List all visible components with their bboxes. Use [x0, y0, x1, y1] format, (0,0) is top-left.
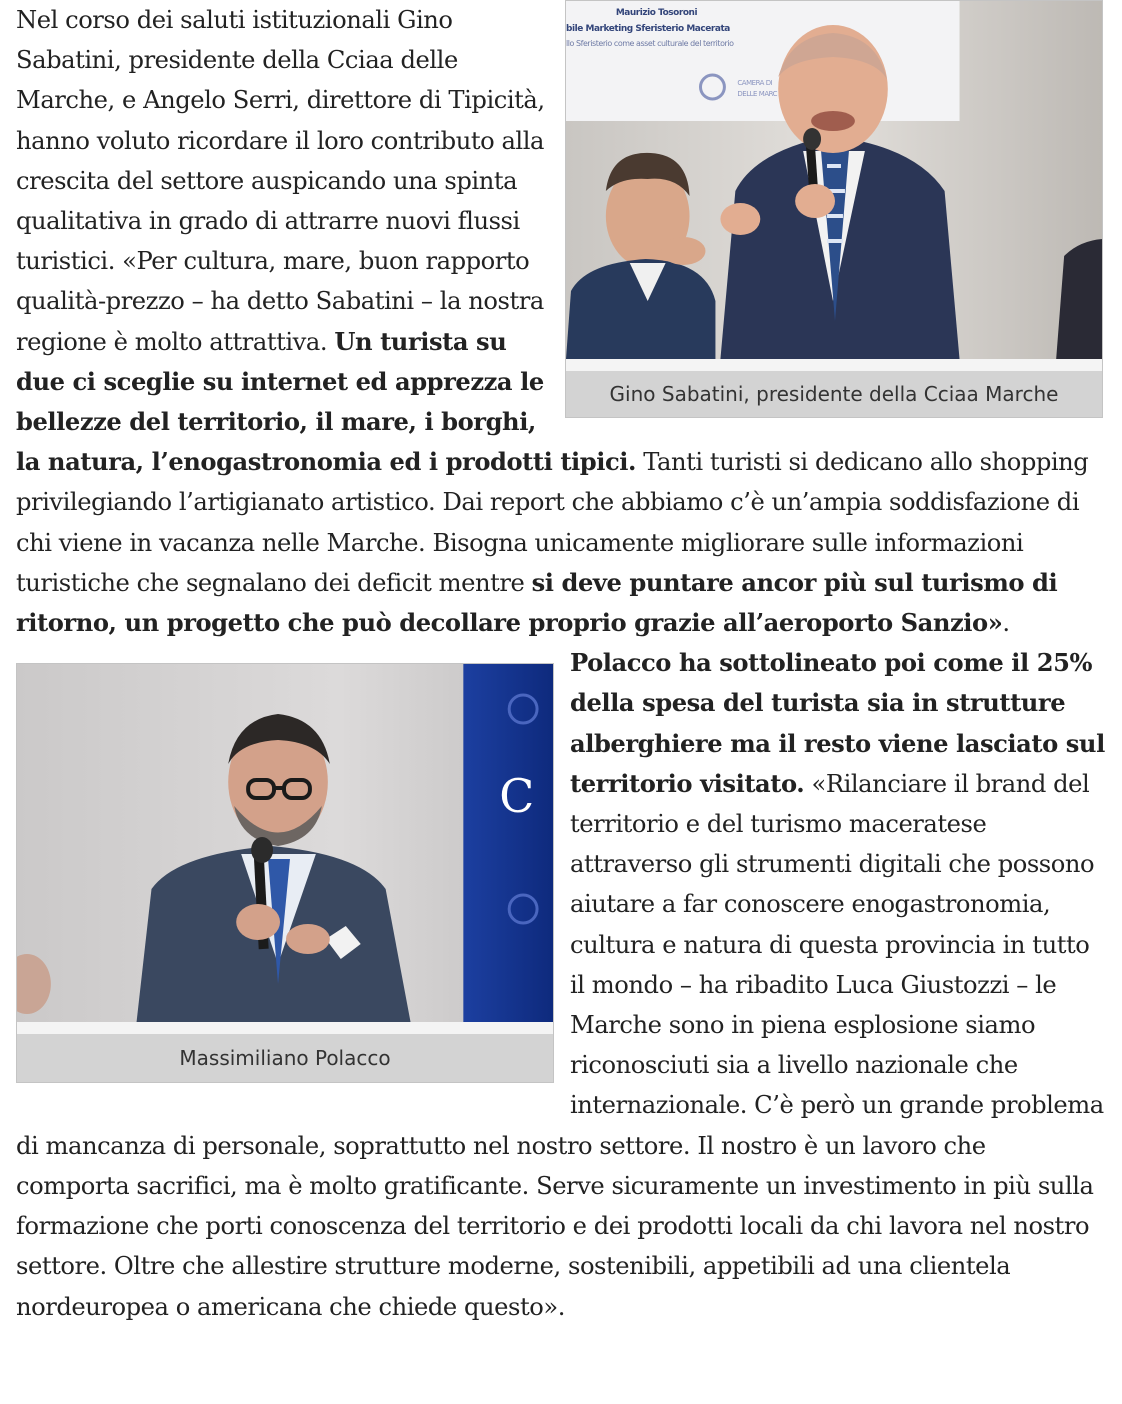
screen-line-1: Maurizio Tosoroni — [615, 7, 698, 19]
screen-logo-1: CAMERA DI — [737, 78, 773, 88]
screen-line-3: llo Sferisterio come asset culturale del territorio — [566, 38, 734, 49]
p1-bold-2: si deve puntare ancor più sul turismo di ritorno, un progetto che può decollare proprio grazie all’aeroporto Sanzio» — [16, 567, 1058, 638]
article-body — [16, 0, 1106, 1327]
photo-sabatini-illustration — [566, 1, 1102, 359]
figure-polacco — [16, 663, 554, 1083]
figure-sabatini — [565, 0, 1103, 418]
p2-rest: «Rilanciare il brand del territorio e del turismo maceratese attraverso gli strumenti digitali che possono aiutare a far conoscere enogastronomia, cultura e natura di questa provincia in tutto il mondo – ha ribadito Luca Giustozzi – le Marche sono in piena esplosione siamo riconosciuti sia a livello nazionale che internazionale. C’è però un grande problema di mancanza di personale, soprattutto nel nostro settore. Il nostro è un lavoro che comporta sacrifici, ma è molto gratificante. Serve sicuramente un investimento in più sulla formazione che porti conoscenza del territorio e dei prodotti locali da chi lavora nel nostro settore. Oltre che allestire strutture moderne, sostenibili, appetibili ad una clientela nordeuropea o americana che chiede questo». — [16, 769, 1104, 1321]
caption-sabatini: Gino Sabatini, presidente della Cciaa Marche — [609, 382, 1059, 406]
p1-bold-1: Un turista su due ci sceglie su internet ed apprezza le bellezze del territorio, il mare, i borghi, la natura, l’enogastronomia ed i prodotti tipici. — [16, 326, 636, 477]
p1-middle: Tanti turisti si dedicano allo shopping privilegiando l’artigianato artistico. Dai report che abbiamo c’è un’ampia soddisfazione di chi viene in vacanza nelle Marche. Bisogna unicamente migliorare sulle informazioni turistiche che segnalano dei deficit mentre — [16, 448, 1089, 597]
photo-sabatini — [566, 1, 1102, 371]
photo-polacco — [17, 664, 553, 1034]
caption-polacco: Massimiliano Polacco — [179, 1046, 391, 1071]
p1-end: . — [1002, 609, 1010, 638]
p2-bold: Polacco ha sottolineato poi come il 25% della spesa del turista sia in strutture alberghiere ma il resto viene lasciato sul territorio visitato. — [570, 648, 1105, 798]
screen-line-2: bile Marketing Sferisterio Macerata — [566, 23, 730, 35]
screen-logo-2: DELLE MARC — [737, 89, 778, 99]
banner-letter: C — [499, 769, 534, 824]
photo-polacco-illustration — [17, 664, 553, 1022]
p1-intro: Nel corso dei saluti istituzionali Gino Sabatini, presidente della Cciaa delle Marche, e Angelo Serri, direttore di Tipicità, hanno voluto ricordare il loro contributo alla crescita del settore auspicando una spinta qualitativa in grado di attrarre nuovi flussi turistici. «Per cultura, mare, buon rapporto qualità-prezzo – ha detto Sabatini – la nostra regione è molto attrattiva. — [16, 6, 545, 356]
